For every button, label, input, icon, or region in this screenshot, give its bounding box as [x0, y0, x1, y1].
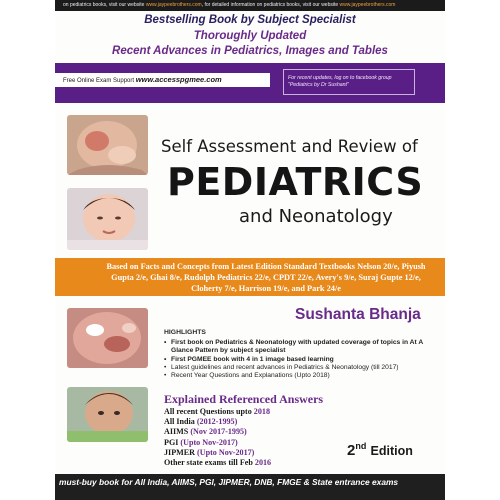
tagline-updated: Thoroughly Updated [193, 30, 307, 42]
highlight-item: • Recent Year Questions and Explanations (Upto 2018) [164, 372, 440, 380]
exam-item: PGI (Upto Nov-2017) [164, 437, 238, 447]
highlight-item: • First book on Pediatrics & Neonatology with updated coverage of topics in At A Glance Pattern by subject specialist [164, 339, 440, 356]
title-main: PEDIATRICS [167, 160, 424, 204]
exam-item: AIIMS (Nov 2017-1995) [164, 427, 247, 437]
exam-item: All recent Questions upto 2018 [164, 407, 270, 416]
highlight-item: • First PGMEE book with 4 in 1 image based learning [164, 356, 440, 364]
exam-item: Other state exams till Feb 2016 [164, 458, 272, 468]
highlight-item: • Latest guidelines and recent advances in Pediatrics & Neonatology (till 2017) [164, 364, 440, 372]
publisher-website-2[interactable]: www.jaypeebrothers.com [339, 2, 396, 8]
publisher-strip-text-2: , for detailed information on pediatrics books, visit our website [201, 2, 339, 8]
facebook-note: For recent updates, log on to facebook group "Pediatrics by Dr Sushant" [283, 69, 415, 95]
edition-suffix: nd [355, 441, 367, 451]
tagline-recent-advances: Recent Advances in Pediatrics, Images and Tables [112, 45, 388, 57]
online-support-site[interactable]: www.accesspgmee.com [135, 75, 222, 84]
infant-photo-3 [67, 308, 148, 368]
purple-band [55, 63, 445, 103]
title-line-1: Self Assessment and Review of [161, 137, 418, 156]
online-support-box [55, 73, 270, 87]
explained-answers-title: Explained Referenced Answers [164, 392, 324, 406]
online-support-label: Free Online Exam Support [63, 78, 135, 84]
exam-item: JIPMER (Upto Nov-2017) [164, 447, 255, 457]
highlights-title: HIGHLIGHTS [164, 329, 206, 336]
exam-item: All India (2012-1995) [164, 417, 238, 427]
infant-photo-2 [67, 188, 148, 250]
edition-label [347, 441, 413, 459]
sources-text: Based on Facts and Concepts from Latest Edition Standard Textbooks Nelson 20/e, Piyush Gupta 2/e, Ghai 8/e, Rudolph Pediatrics 22/e, CPDT 22/e, Avery's 9/e, Suraj Gupte 12/e, Cloherty 7/e, Harrison 19/e, and Park 24/e [106, 262, 426, 293]
book-cover [55, 0, 445, 500]
infant-photo-1 [67, 115, 148, 175]
publisher-website-1[interactable]: www.jaypeebrothers.com [145, 2, 202, 8]
tagline-bestselling: Bestselling Book by Subject Specialist [144, 14, 356, 26]
infant-photo-4 [67, 387, 148, 442]
explained-answers-list [164, 407, 271, 468]
bottom-strip: must-buy book for All India, AIIMS, PGI, JIPMER, DNB, FMGE & State entrance exams [55, 474, 445, 500]
edition-number: 2 [347, 442, 356, 459]
edition-word: Edition [370, 444, 413, 458]
title-subtitle: and Neonatology [239, 206, 393, 227]
publisher-strip-text-1: on pediatrics books, visit our website [63, 2, 145, 8]
highlights-list [164, 339, 440, 380]
publisher-strip [55, 0, 445, 11]
sources-band [55, 258, 445, 296]
author-name: Sushanta Bhanja [295, 306, 421, 323]
